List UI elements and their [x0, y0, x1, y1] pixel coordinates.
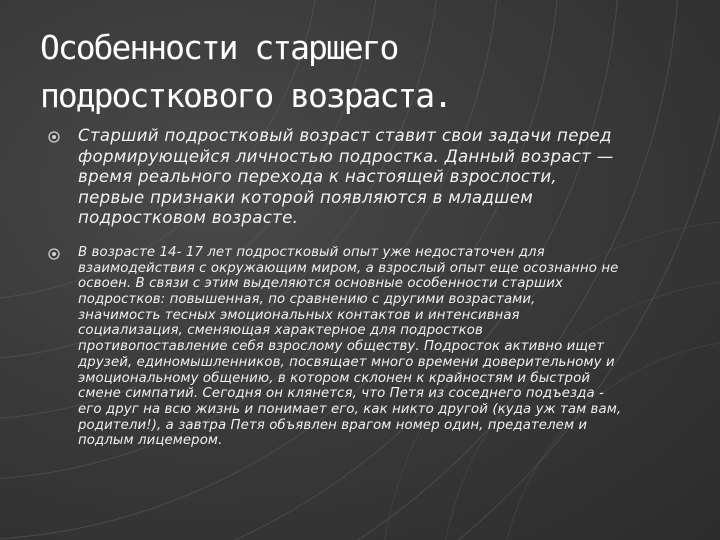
slide-title-line-2: подросткового возраста. — [40, 76, 451, 115]
slide-title — [40, 24, 680, 120]
bullet-item-2 — [48, 245, 622, 449]
circled-dot-bullet-icon — [48, 248, 60, 260]
bullet-text-2: В возрасте 14- 17 лет подростковый опыт уже недостаточен для взаимодействия с окружающим миром, а взрослый опыт еще осознанно не освоен. В связи с этим выделяются основные особенности старших подростков: повышенная, по сравнению с другими возрастами, значимость тесных эмоциональных контактов и интенсивная социализация, сменяющая характерное для подростков противопоставление себя взрослому обществу. Подросток активно ищет друзей, единомышленников, посвящает много времени доверительному и эмоциональному общению, в котором склонен к крайностям и быстрой смене симпатий. Сегодня он клянется, что Петя из соседнего подъезда - его друг на всю жизнь и понимает его, как никто другой (куда уж там вам, родители!), а завтра Петя объявлен врагом номер один, предателем и подлым лицемером. — [78, 244, 622, 449]
bullet-item-1 — [48, 126, 622, 229]
circled-dot-bullet-icon — [48, 131, 60, 143]
slide-title-line-1: Особенности старшего — [40, 28, 398, 67]
bullet-list — [48, 126, 622, 449]
bullet-text-1: Старший подростковый возраст ставит свои задачи перед формирующейся личностью подростка. Данный возраст — время реального перехода к настоящей взрослости, первые признаки которой появляются в младшем подростковом возрасте. — [78, 126, 614, 228]
